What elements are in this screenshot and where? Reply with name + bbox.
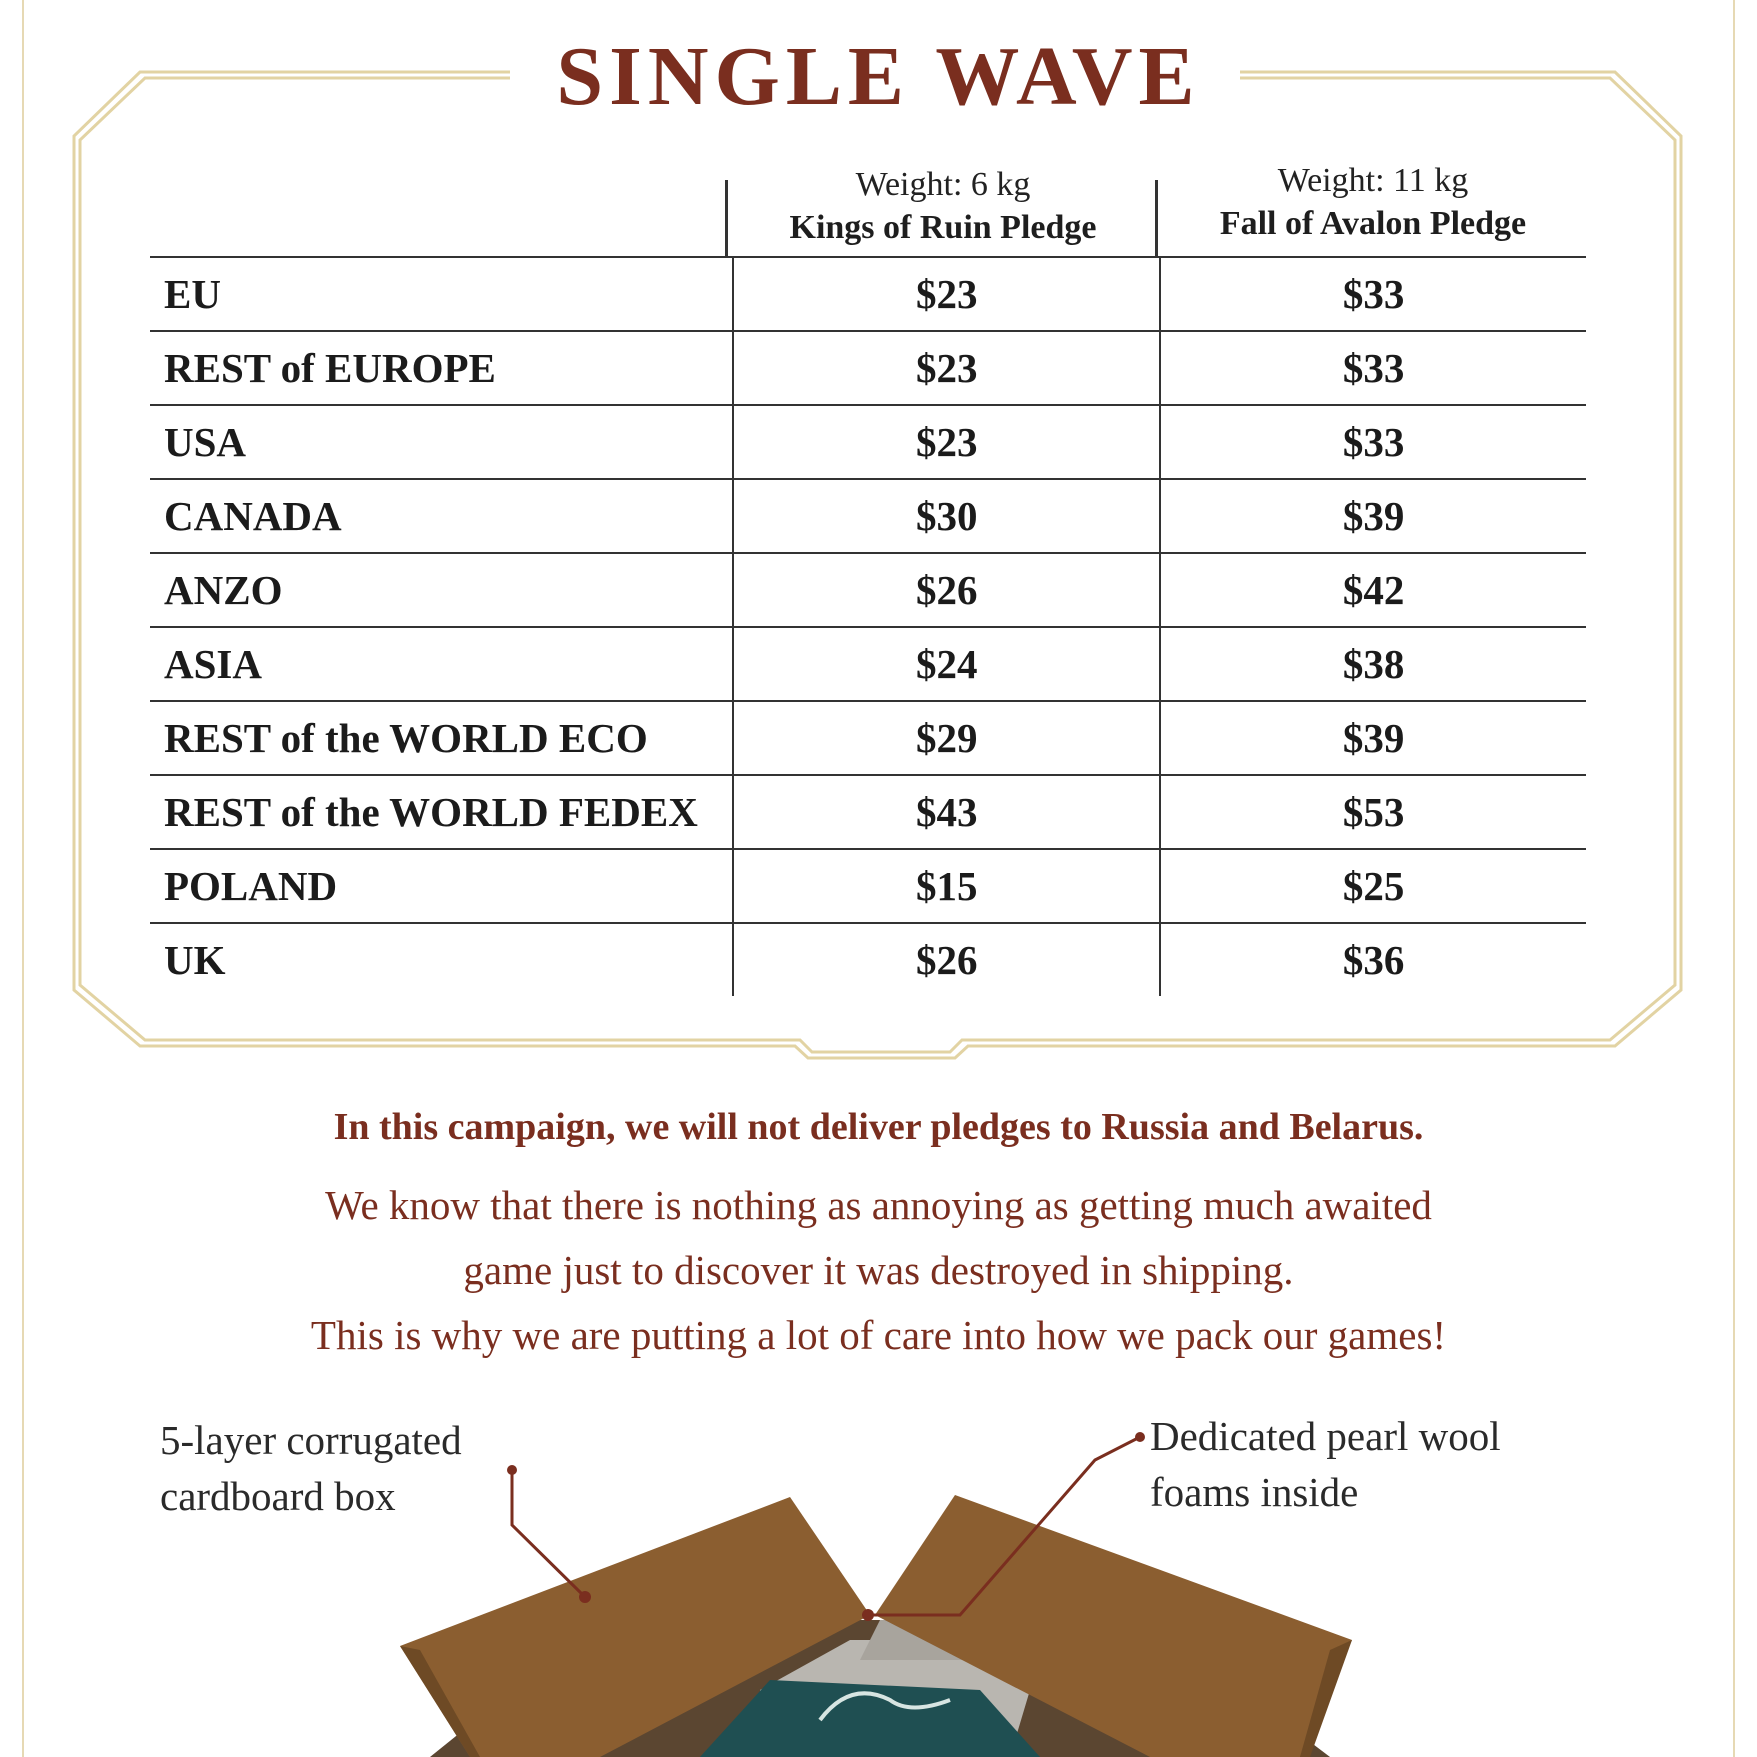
callout-line: cardboard box [160,1473,396,1519]
kings-price-cell: $15 [733,849,1160,923]
region-cell: REST of the WORLD FEDEX [150,775,733,849]
avalon-price-cell: $33 [1160,257,1586,331]
avalon-price-cell: $39 [1160,479,1586,553]
page-title-text: SINGLE WAVE [538,30,1218,123]
kings-price-cell: $23 [733,257,1160,331]
region-cell: REST of the WORLD ECO [150,701,733,775]
avalon-price-cell: $38 [1160,627,1586,701]
kings-price-cell: $29 [733,701,1160,775]
avalon-price-cell: $36 [1160,923,1586,996]
kings-price-cell: $30 [733,479,1160,553]
column-weight: Weight: 11 kg [1277,162,1469,199]
kings-price-cell: $24 [733,627,1160,701]
region-cell: REST of EUROPE [150,331,733,405]
avalon-price-cell: $25 [1160,849,1586,923]
callout-line: Dedicated pearl wool [1150,1413,1501,1459]
delivery-notice: In this campaign, we will not deliver pledges to Russia and Belarus. [333,1106,1424,1148]
callout-line: foams inside [1150,1469,1359,1515]
paragraph-line: game just to discover it was destroyed in shipping. [463,1247,1294,1293]
kings-price-cell: $23 [733,405,1160,479]
avalon-price-cell: $33 [1160,405,1586,479]
callout-line: 5-layer corrugated [160,1417,462,1463]
callout-foam [1150,1408,1501,1520]
kings-price-cell: $26 [733,553,1160,627]
avalon-price-cell: $33 [1160,331,1586,405]
avalon-price-cell: $42 [1160,553,1586,627]
paragraph-line: We know that there is nothing as annoying as getting much awaited [325,1182,1432,1228]
kings-price-cell: $26 [733,923,1160,996]
region-cell: ANZO [150,553,733,627]
callout-dot [1135,1432,1145,1442]
column-pledge: Fall of Avalon Pledge [1219,205,1527,242]
region-cell: UK [164,937,226,983]
region-cell: ASIA [150,627,733,701]
region-cell: CANADA [150,479,733,553]
avalon-price-cell: $53 [1160,775,1586,849]
callout-box [160,1412,462,1524]
callout-dot [507,1465,517,1475]
avalon-price-cell: $39 [1160,701,1586,775]
column-weight: Weight: 6 kg [855,166,1031,203]
callout-dot [579,1591,591,1603]
callout-leader-box [512,1470,585,1597]
paragraph-line: This is why we are putting a lot of care into how we pack our games! [310,1312,1447,1358]
region-cell: POLAND [150,849,733,923]
kings-price-cell: $23 [733,331,1160,405]
column-pledge: Kings of Ruin Pledge [789,209,1097,246]
callout-dot [862,1609,874,1621]
region-cell: USA [150,405,733,479]
region-cell: EU [150,257,733,331]
kings-price-cell: $43 [733,775,1160,849]
